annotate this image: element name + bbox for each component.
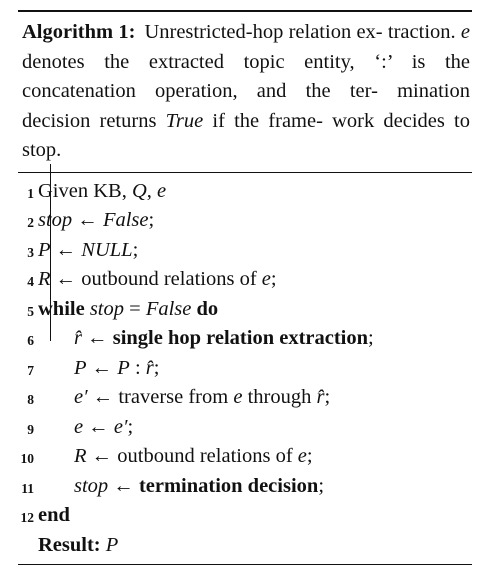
line-text: ← outbound relations of (86, 445, 298, 467)
line-number: 8 (27, 392, 34, 407)
math-var: R (38, 268, 51, 290)
math-var: r̂ (145, 356, 154, 379)
line-number: 2 (27, 215, 34, 230)
math-var: P (74, 356, 87, 379)
keyword-step: single hop relation extraction (112, 327, 369, 349)
algo-line-12 (18, 501, 472, 531)
algo-line-8 (18, 383, 472, 413)
keyword-end: end (38, 504, 70, 526)
algorithm-label: Algorithm 1: (22, 21, 136, 43)
math-var: r̂ (316, 386, 325, 408)
algorithm-caption (18, 12, 472, 172)
line-text: ; (318, 474, 325, 497)
algo-line-6 (18, 324, 472, 354)
caption-line2-b: denotes the extracted topic entity, (22, 50, 355, 73)
line-number: 4 (27, 274, 34, 289)
math-var: False (145, 297, 192, 320)
line-number: 10 (20, 451, 34, 466)
algo-line-4 (18, 265, 472, 295)
math-var: stop (38, 209, 73, 231)
line-text: ← outbound relations of (50, 268, 262, 290)
line-text: ; (148, 209, 155, 231)
math-var: e (157, 179, 167, 202)
math-var: e (297, 445, 307, 467)
algo-line-1 (18, 177, 472, 207)
caption-line1: Unrestricted-hop relation ex- (144, 21, 383, 43)
math-var: r̂ (74, 327, 82, 349)
math-var: Q (131, 179, 147, 202)
line-text: : (129, 356, 146, 379)
caption-line3: ‘:’ is the concatenation operation, and the ter- (22, 50, 471, 102)
math-var: e (233, 386, 243, 408)
line-number: 5 (27, 303, 34, 319)
caption-entity-var: e (460, 21, 471, 43)
line-text: ← (108, 474, 139, 497)
math-var: e (261, 268, 271, 290)
caption-line5: work decides to stop. (22, 109, 471, 161)
algorithm-lines (18, 173, 472, 565)
line-text: = (124, 297, 146, 320)
line-number: 7 (27, 362, 34, 378)
line-number: 3 (27, 244, 34, 260)
algo-line-7 (18, 354, 472, 384)
line-text: ; (270, 268, 277, 290)
line-text: ← traverse from (87, 386, 234, 408)
line-text: ; (324, 386, 331, 408)
line-text: ; (132, 238, 139, 261)
algo-line-11 (18, 472, 472, 502)
algo-line-9 (18, 413, 472, 443)
line-text: ← (50, 238, 82, 261)
math-var: P (117, 356, 130, 379)
caption-line2-a: traction. (387, 21, 461, 43)
math-var: P (100, 533, 119, 556)
line-text: ; (306, 445, 313, 467)
keyword-result: Result: (38, 533, 101, 556)
math-var: e′ (74, 386, 88, 408)
line-text: ; (368, 327, 374, 349)
line-text: ; (153, 356, 160, 379)
line-number: 12 (20, 510, 34, 525)
algo-line-5 (18, 295, 472, 325)
line-number: 6 (27, 333, 34, 348)
math-var: e′ (113, 415, 128, 438)
math-var: e (74, 415, 84, 438)
algo-line-3 (18, 236, 472, 266)
keyword-step: termination decision (138, 474, 319, 497)
line-text: ← (81, 327, 113, 349)
line-text: , (146, 179, 158, 202)
math-var: stop (84, 297, 125, 320)
keyword-do: do (191, 297, 219, 320)
algo-line-2 (18, 206, 472, 236)
math-var: stop (74, 474, 109, 497)
line-text: ← (86, 356, 118, 379)
algo-result-line (18, 531, 472, 561)
caption-true: True (165, 109, 204, 132)
math-var: P (38, 238, 51, 261)
math-var: NULL (81, 238, 133, 261)
keyword-while: while (38, 297, 85, 320)
line-text: ; (127, 415, 134, 438)
line-text: Given KB, (38, 179, 132, 202)
line-number: 11 (21, 480, 34, 496)
math-var: R (74, 445, 87, 467)
caption-line4-b: if the frame- (203, 109, 323, 132)
line-number: 9 (27, 421, 34, 437)
line-text: ← (83, 415, 114, 438)
line-number: 1 (27, 185, 34, 201)
math-var: False (102, 209, 149, 231)
algorithm-box (18, 10, 472, 565)
line-text: ← (72, 209, 103, 231)
caption-line4-a: mination decision returns (22, 80, 470, 132)
line-text: through (242, 386, 317, 408)
algo-line-10 (18, 442, 472, 472)
while-block-bar (50, 164, 51, 341)
